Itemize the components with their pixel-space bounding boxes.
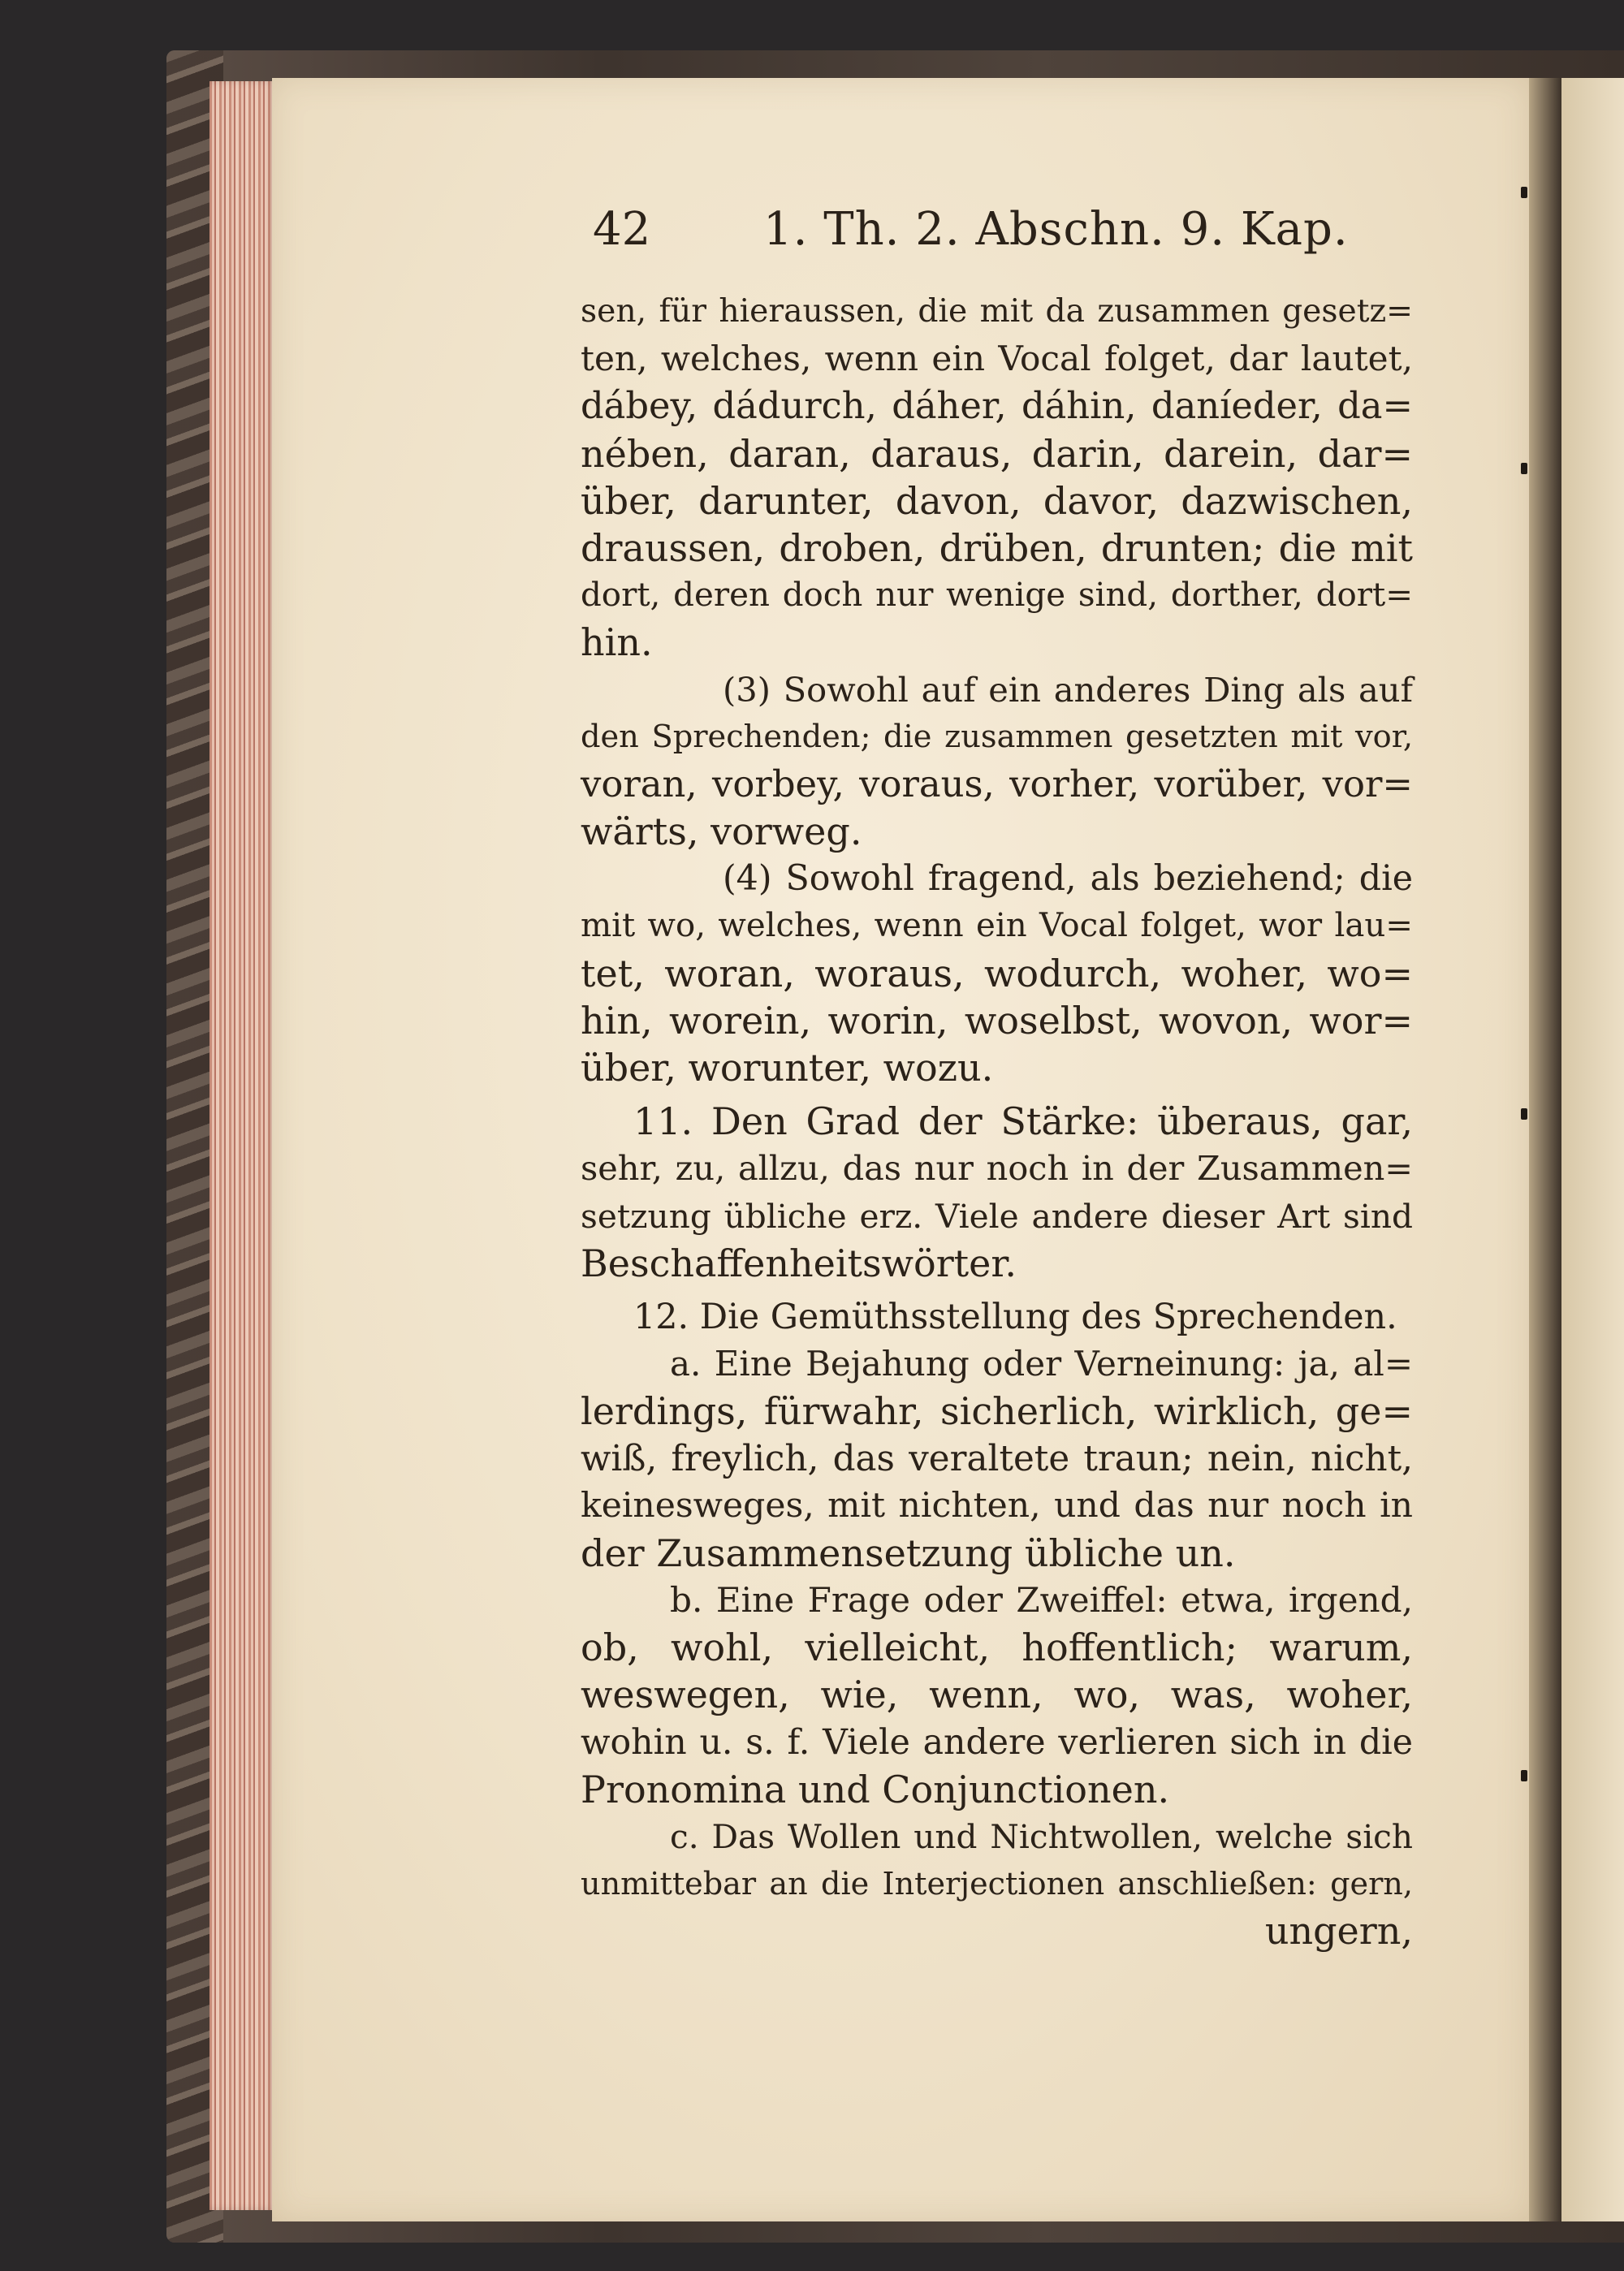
text-line: sen, für hieraussen, die mit da zusammen gesetz= xyxy=(581,293,1413,330)
text-line: hin, worein, worin, woselbst, wovon, wor= xyxy=(581,998,1413,1043)
text-line: dort, deren doch nur wenige sind, dorther, dort= xyxy=(581,576,1413,615)
text-line: über, darunter, davon, davor, dazwischen, xyxy=(581,478,1413,523)
text-line: b. Eine Frage oder Zweiffel: etwa, irgend, xyxy=(670,1580,1413,1621)
facing-page-edge xyxy=(1561,78,1624,2221)
text-line: Pronomina und Conjunctionen. xyxy=(581,1767,1170,1811)
page-edges xyxy=(209,81,276,2210)
margin-mark xyxy=(1521,463,1527,474)
text-line: voran, vorbey, voraus, vorher, vorüber, vor= xyxy=(581,762,1413,805)
text-line: c. Das Wollen und Nichtwollen, welche sich xyxy=(670,1817,1413,1856)
page-number: 42 xyxy=(593,203,651,256)
text-line: draussen, droben, drüben, drunten; die mit xyxy=(581,525,1413,570)
text-line: (4) Sowohl fragend, als beziehend; die xyxy=(723,858,1413,900)
page-header xyxy=(593,203,1405,268)
margin-mark xyxy=(1521,187,1527,198)
running-title: 1. Th. 2. Abschn. 9. Kap. xyxy=(763,203,1349,256)
text-line: den Sprechenden; die zusammen gesetzten mit vor, xyxy=(581,718,1413,755)
text-line: weswegen, wie, wenn, wo, was, woher, xyxy=(581,1673,1413,1717)
text-line: wärts, vorweg. xyxy=(581,810,862,854)
book-gutter xyxy=(1529,78,1561,2221)
text-line: ten, welches, wenn ein Vocal folget, dar lautet, xyxy=(581,339,1413,379)
text-line: setzung übliche erz. Viele andere dieser Art sind xyxy=(581,1196,1413,1236)
text-line: mit wo, welches, wenn ein Vocal folget, wor lau= xyxy=(581,907,1413,945)
catchword: ungern, xyxy=(1264,1909,1413,1954)
margin-mark xyxy=(1521,1770,1527,1781)
text-line: sehr, zu, allzu, das nur noch in der Zusammen= xyxy=(581,1149,1413,1189)
text-line: wohin u. s. f. Viele andere verlieren sich in die xyxy=(581,1721,1413,1763)
text-line: Beschaffenheitswörter. xyxy=(581,1241,1017,1285)
section-heading: 11. Den Grad der Stärke: überaus, gar, xyxy=(633,1099,1413,1144)
text-line: der Zusammensetzung übliche un. xyxy=(581,1531,1236,1575)
text-line: nében, daran, daraus, darin, darein, dar= xyxy=(581,431,1413,476)
text-line: ob, wohl, vielleicht, hoffentlich; warum, xyxy=(581,1626,1413,1670)
text-line: keinesweges, mit nichten, und das nur noch in xyxy=(581,1485,1413,1526)
text-line: über, worunter, wozu. xyxy=(581,1046,994,1090)
text-line: dábey, dádurch, dáher, dáhin, daníeder, da= xyxy=(581,384,1413,428)
text-line: lerdings, fürwahr, sicherlich, wirklich, ge= xyxy=(581,1389,1413,1434)
text-line: a. Eine Bejahung oder Verneinung: ja, al= xyxy=(670,1344,1413,1384)
text-line: tet, woran, woraus, wodurch, woher, wo= xyxy=(581,951,1413,995)
text-line: (3) Sowohl auf ein anderes Ding als auf xyxy=(723,669,1413,710)
section-heading: 12. Die Gemüthsstellung des Sprechenden. xyxy=(633,1296,1397,1337)
text-line: unmittebar an die Interjectionen anschließen: gern, xyxy=(581,1866,1413,1902)
margin-mark xyxy=(1521,1108,1527,1120)
text-line: wiß, freylich, das veraltete traun; nein, nicht, xyxy=(581,1438,1413,1479)
body-text xyxy=(581,288,1413,1955)
text-line: hin. xyxy=(581,620,653,665)
